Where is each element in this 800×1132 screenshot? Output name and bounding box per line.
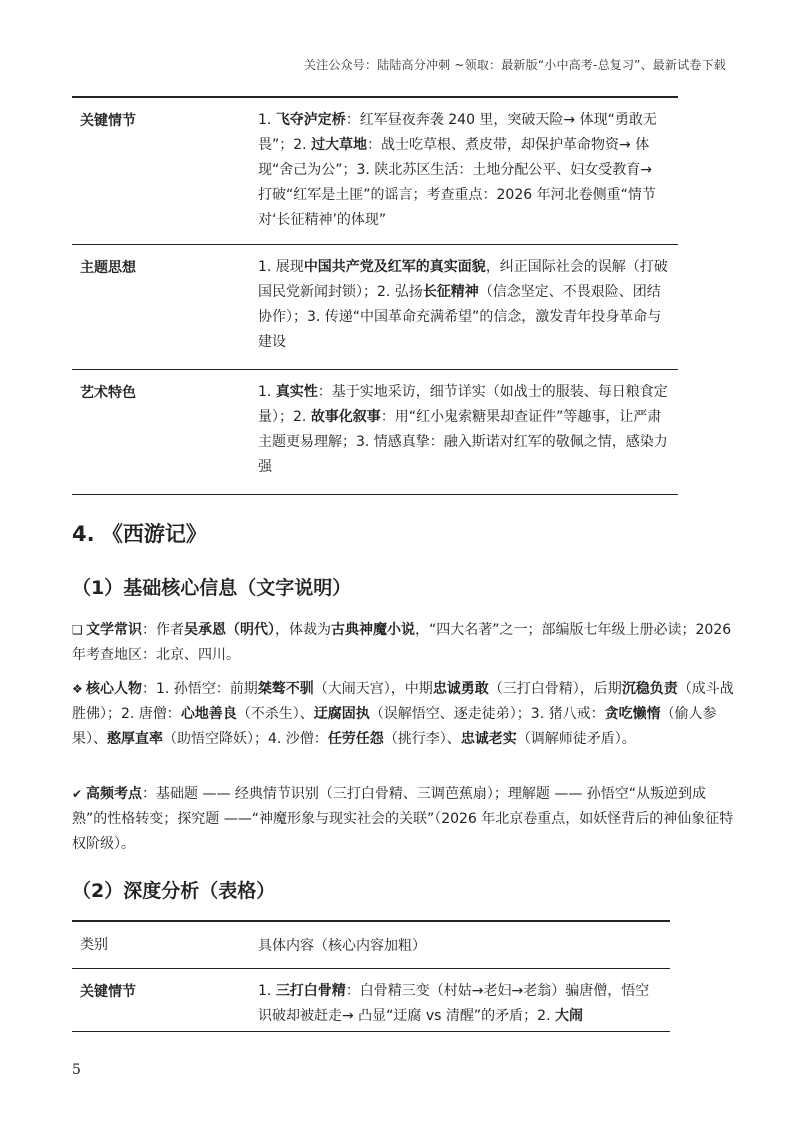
diamond-bullet-icon: ❖ <box>72 682 83 696</box>
table-deep-analysis <box>72 920 670 1032</box>
row-label: 主题思想 <box>80 260 136 276</box>
row-content: 1. 真实性：基于实地采访，细节详实（如战士的服装、每日粮食定量）；2. 故事化叙事：用“红小鬼索糖果却查证件”等趣事，让严肃主题更易理解；3. 情感真挚：融入斯诺对红军的敬佩之情，感染力强 <box>258 384 668 475</box>
page-header: 关注公众号：陆陆高分冲刺 ~领取：最新版“小中高考-总复习”、最新试卷下载 <box>303 58 726 72</box>
row-label: 艺术特色 <box>80 385 136 401</box>
bullet-text: 核心人物：1. 孙悟空：前期桀骜不驯（大闹天宫），中期忠诚勇敢（三打白骨精），后期沉稳负责（成斗战胜佛）；2. 唐僧：心地善良（不杀生）、迂腐固执（误解悟空、逐走徒弟）；3. 猪八戒：贪吃懒惰（偷人参果）、憨厚直率（助悟空降妖）；4. 沙僧：任劳任怨（挑行李）、忠诚老实（调解师徒矛盾）。 <box>72 681 734 747</box>
bullet-text: 高频考点：基础题 —— 经典情节识别（三打白骨精、三调芭蕉扇）；理解题 —— 孙悟空“从叛逆到成熟”的性格转变；探究题 ——“神魔形象与现实社会的关联”（2026 年北京卷重点，如妖怪背后的神仙象征特权阶级）。 <box>72 786 734 852</box>
bullet-core-characters <box>72 677 736 752</box>
header-cell: 类别 <box>80 937 108 953</box>
row-content: 1. 展现中国共产党及红军的真实面貌，纠正国际社会的误解（打破国民党新闻封锁）；2. 弘扬长征精神（信念坚定、不畏艰险、团结协作）；3. 传递“中国革命充满希望”的信念，激发青年投身革命与建设 <box>258 259 668 350</box>
table-row <box>72 245 678 370</box>
row-label: 关键情节 <box>80 984 136 1000</box>
row-content: 1. 三打白骨精：白骨精三变（村姑→老妇→老翁）骗唐僧，悟空识破却被赶走→ 凸显“迂腐 vs 清醒”的矛盾；2. 大闹 <box>258 983 650 1024</box>
row-content: 1. 飞夺泸定桥：红军昼夜奔袭 240 里，突破天险→ 体现“勇敢无畏”；2. 过大草地：战士吃草根、煮皮带，却保护革命物资→ 体现“舍己为公”；3. 陕北苏区生活：土地分配公平、妇女受教育→ 打破“红军是土匪”的谣言；考查重点：2026 年河北卷侧重“情节对‘长征精神’的体现” <box>258 112 657 228</box>
section-title: 4. 《西游记》 <box>72 522 207 546</box>
row-label: 关键情节 <box>80 113 136 129</box>
checkbox-bullet-icon: ❑ <box>72 623 83 637</box>
bullet-literary-info <box>72 618 736 668</box>
subsection-title: （1）基础核心信息（文字说明） <box>72 577 352 599</box>
header-cell: 具体内容（核心内容加粗） <box>258 938 426 954</box>
checkmark-bullet-icon: ✔ <box>72 787 83 801</box>
table-row <box>72 370 678 495</box>
subsection-title: （2）深度分析（表格） <box>72 880 276 902</box>
table-row <box>72 96 678 245</box>
bullet-exam-points <box>72 782 736 857</box>
table-novel-analysis <box>72 96 678 495</box>
table-header-row <box>72 920 670 969</box>
bullet-text: 文学常识：作者吴承恩（明代），体裁为古典神魔小说，“四大名著”之一；部编版七年级上册必读；2026 年考查地区：北京、四川。 <box>72 622 732 663</box>
page-number: 5 <box>72 1062 81 1078</box>
table-row <box>72 969 670 1032</box>
